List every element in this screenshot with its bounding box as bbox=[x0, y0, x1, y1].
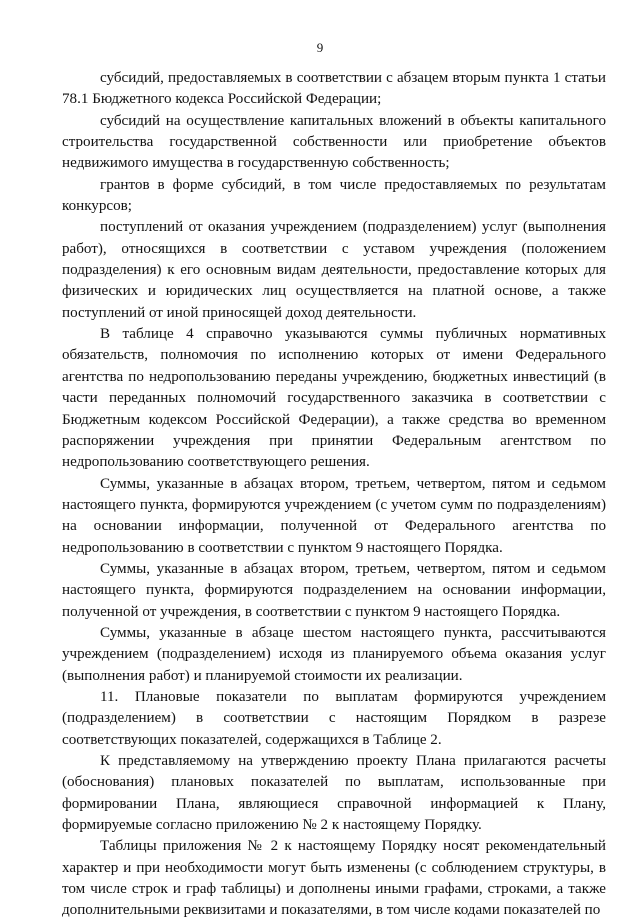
paragraph-appendix-2-tables: Таблицы приложения № 2 к настоящему Порядку носят рекомендательный характер и при необходимости могут быть изменены (с соблюдением структуры, в том числе строк и граф таблицы) и дополнены иными графами, строками, а также дополнительными реквизитами и показателями, в том числе кодами показателей по bbox=[62, 838, 606, 919]
paragraph-item-11-payment-indicators: 11. Плановые показатели по выплатам формируются учреждением (подразделением) в соответствии с настоящим Порядком в разрезе соответствующих показателей, содержащихся в Таблице 2. bbox=[62, 688, 606, 748]
paragraph-paid-services-revenue: поступлений от оказания учреждением (подразделением) услуг (выполнения работ), относящихся в соответствии с уставом учреждения (положением подразделения) к его основным видам деятельности, предоставление которых для физических и юридических лиц осуществляется на платной основе, а также поступлений от иной приносящей доход деятельности. bbox=[62, 219, 606, 321]
document-body bbox=[62, 68, 606, 922]
paragraph-subsidies-article-78: субсидий, предоставляемых в соответствии с абзацем вторым пункта 1 статьи 78.1 Бюджетного кодекса Российской Федерации; bbox=[62, 70, 606, 108]
paragraph-grants: грантов в форме субсидий, в том числе предоставляемых по результатам конкурсов; bbox=[62, 176, 606, 215]
paragraph-sums-formed-by-subdivision: Суммы, указанные в абзацах втором, третьем, четвертом, пятом и седьмом настоящего пункта, формируются подразделением на основании информации, полученной от учреждения, в соответствии с пунктом 9 настоящего Порядка. bbox=[62, 560, 606, 620]
paragraph-table-4-reference: В таблице 4 справочно указываются суммы публичных нормативных обязательств, полномочия по исполнению которых от имени Федерального агентства по недропользованию переданы учреждению, бюджетных инвестиций (в части переданных полномочий государственного заказчика в соответствии с Бюджетным кодексом Российской Федерации), а также средства во временном распоряжении учреждения при принятии Федеральным агентством по недропользованию соответствующего решения. bbox=[62, 326, 606, 471]
paragraph-capital-investment-subsidies: субсидий на осуществление капитальных вложений в объекты капитального строительства государственной собственности или приобретение объектов недвижимого имущества в государственную собственность; bbox=[62, 112, 606, 172]
paragraph-sums-paragraph-six: Суммы, указанные в абзаце шестом настоящего пункта, рассчитываются учреждением (подразделением) исходя из планируемого объема оказания услуг (выполнения работ) и планируемой стоимости их реализации. bbox=[62, 624, 606, 684]
paragraph-plan-calculations-attachment: К представляемому на утверждению проекту Плана прилагаются расчеты (обоснования) плановых показателей по выплатам, использованные при формировании Плана, являющиеся справочной информацией к Плану, формируемые согласно приложению № 2 к настоящему Порядку. bbox=[62, 753, 606, 834]
paragraph-sums-formed-by-institution: Суммы, указанные в абзацах втором, третьем, четвертом, пятом и седьмом настоящего пункта, формируются учреждением (с учетом сумм по подразделениям) на основании информации, полученной от Федерального агентства по недропользованию в соответствии с пунктом 9 настоящего Порядка. bbox=[62, 475, 606, 556]
page-number: 9 bbox=[316, 40, 324, 55]
